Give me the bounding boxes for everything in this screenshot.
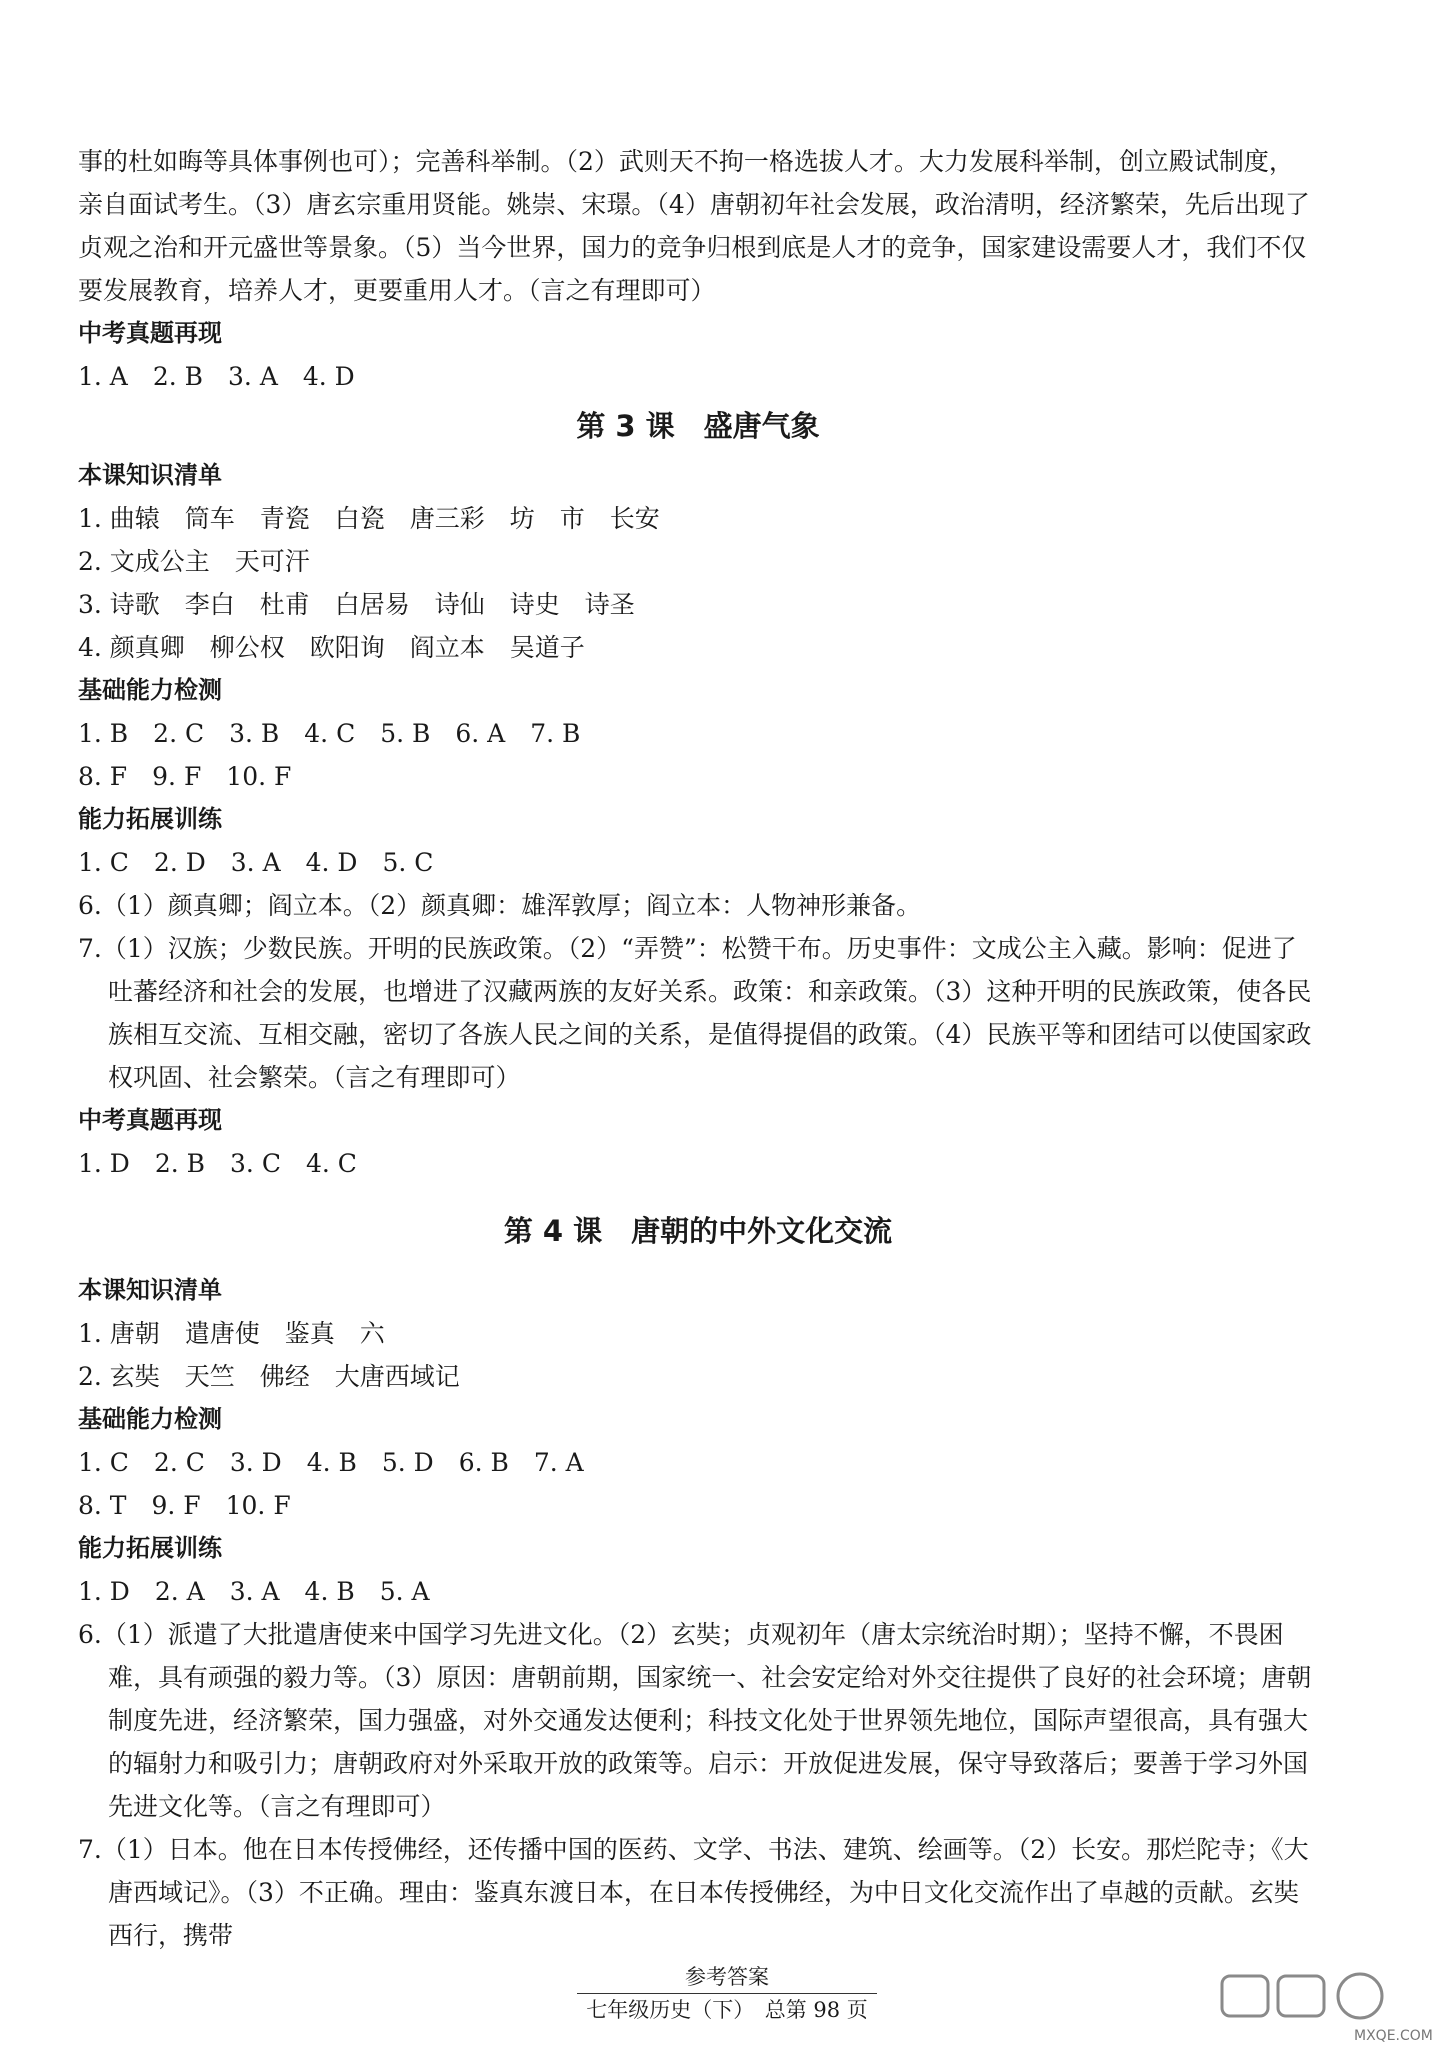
extension-answer-6: 6.（1）派遣了大批遣唐使来中国学习先进文化。（2）玄奘；贞观初年（唐太宗统治时期）；坚持不懈，不畏困难，具有顽强的毅力等。（3）原因：唐朝前期，国家统一、社会安定给对外交往提供了良好的社会环境；唐朝制度先进，经济繁荣，国力强盛，对外交通发达便利；科技文化处于世界领先地位，国际声望很高，具有强大的辐射力和吸引力；唐朝政府对外采取开放的政策等。启示：开放促进发展，保守导致落后；要善于学习外国先进文化等。（言之有理即可）	[78, 1620, 1312, 1821]
knowledge-item: 2. 文成公主 天可汗	[78, 547, 310, 576]
page-number: 七年级历史（下） 总第 98 页	[586, 1998, 868, 2022]
watermark-url: MXQE.COM	[1354, 2028, 1433, 2044]
section-heading-exam-review: 中考真题再现	[78, 1106, 222, 1134]
footer-label: 参考答案	[685, 1965, 769, 1989]
section-heading-knowledge: 本课知识清单	[78, 1276, 222, 1304]
section-heading-exam-review: 中考真题再现	[78, 319, 222, 347]
basic-answers: 1. B 2. C 3. B 4. C 5. B 6. A 7. B	[78, 719, 581, 748]
knowledge-item: 1. 曲辕 筒车 青瓷 白瓷 唐三彩 坊 市 长安	[78, 504, 660, 533]
knowledge-item: 3. 诗歌 李白 杜甫 白居易 诗仙 诗史 诗圣	[78, 590, 635, 619]
lesson-4-title: 第 4 课 唐朝的中外文化交流	[503, 1214, 893, 1248]
basic-answers: 8. F 9. F 10. F	[78, 762, 292, 791]
site-watermark-logo	[1204, 1968, 1444, 2048]
knowledge-item: 2. 玄奘 天竺 佛经 大唐西域记	[78, 1362, 460, 1391]
continued-paragraph: 事的杜如晦等具体事例也可）；完善科举制。（2）武则天不拘一格选拔人才。大力发展科举制，创立殿试制度，亲自面试考生。（3）唐玄宗重用贤能。姚崇、宋璟。（4）唐朝初年社会发展，政治清明，经济繁荣，先后出现了贞观之治和开元盛世等景象。（5）当今世界，国力的竞争归根到底是人才的竞争，国家建设需要人才，我们不仅要发展教育，培养人才，更要重用人才。（言之有理即可）	[78, 147, 1310, 305]
extension-answer-7: 7.（1）汉族；少数民族。开明的民族政策。（2）“弄赞”：松赞干布。历史事件：文成公主入藏。影响：促进了吐蕃经济和社会的发展，也增进了汉藏两族的友好关系。政策：和亲政策。（3）这种开明的民族政策，使各民族相互交流、互相交融，密切了各族人民之间的关系，是值得提倡的政策。（4）民族平等和团结可以使国家政权巩固、社会繁荣。（言之有理即可）	[78, 934, 1312, 1092]
section-heading-basic: 基础能力检测	[78, 1405, 222, 1433]
section-heading-extension: 能力拓展训练	[78, 1534, 222, 1562]
watermark-logo-icon	[1204, 1968, 1444, 2048]
extension-answer-6: 6.（1）颜真卿；阎立本。（2）颜真卿：雄浑敦厚；阎立本：人物神形兼备。	[78, 891, 922, 920]
section-heading-basic: 基础能力检测	[78, 676, 222, 704]
extension-answers: 1. C 2. D 3. A 4. D 5. C	[78, 848, 434, 877]
lesson-3-title: 第 3 课 盛唐气象	[576, 409, 820, 443]
knowledge-item: 4. 颜真卿 柳公权 欧阳询 阎立本 吴道子	[78, 633, 585, 662]
knowledge-item: 1. 唐朝 遣唐使 鉴真 六	[78, 1319, 385, 1348]
exam-answers: 1. A 2. B 3. A 4. D	[78, 362, 355, 391]
footer-divider	[577, 1993, 877, 1994]
page-content	[78, 140, 1318, 1957]
extension-answers: 1. D 2. A 3. A 4. B 5. A	[78, 1577, 430, 1606]
section-heading-extension: 能力拓展训练	[78, 805, 222, 833]
exam-answers: 1. D 2. B 3. C 4. C	[78, 1149, 357, 1178]
basic-answers: 1. C 2. C 3. D 4. B 5. D 6. B 7. A	[78, 1448, 584, 1477]
section-heading-knowledge: 本课知识清单	[78, 461, 222, 489]
basic-answers: 8. T 9. F 10. F	[78, 1491, 291, 1520]
extension-answer-7: 7.（1）日本。他在日本传授佛经，还传播中国的医药、文学、书法、建筑、绘画等。（2）长安。那烂陀寺；《大唐西域记》。（3）不正确。理由：鉴真东渡日本，在日本传授佛经，为中日文化交流作出了卓越的贡献。玄奘西行，携带	[78, 1835, 1309, 1950]
